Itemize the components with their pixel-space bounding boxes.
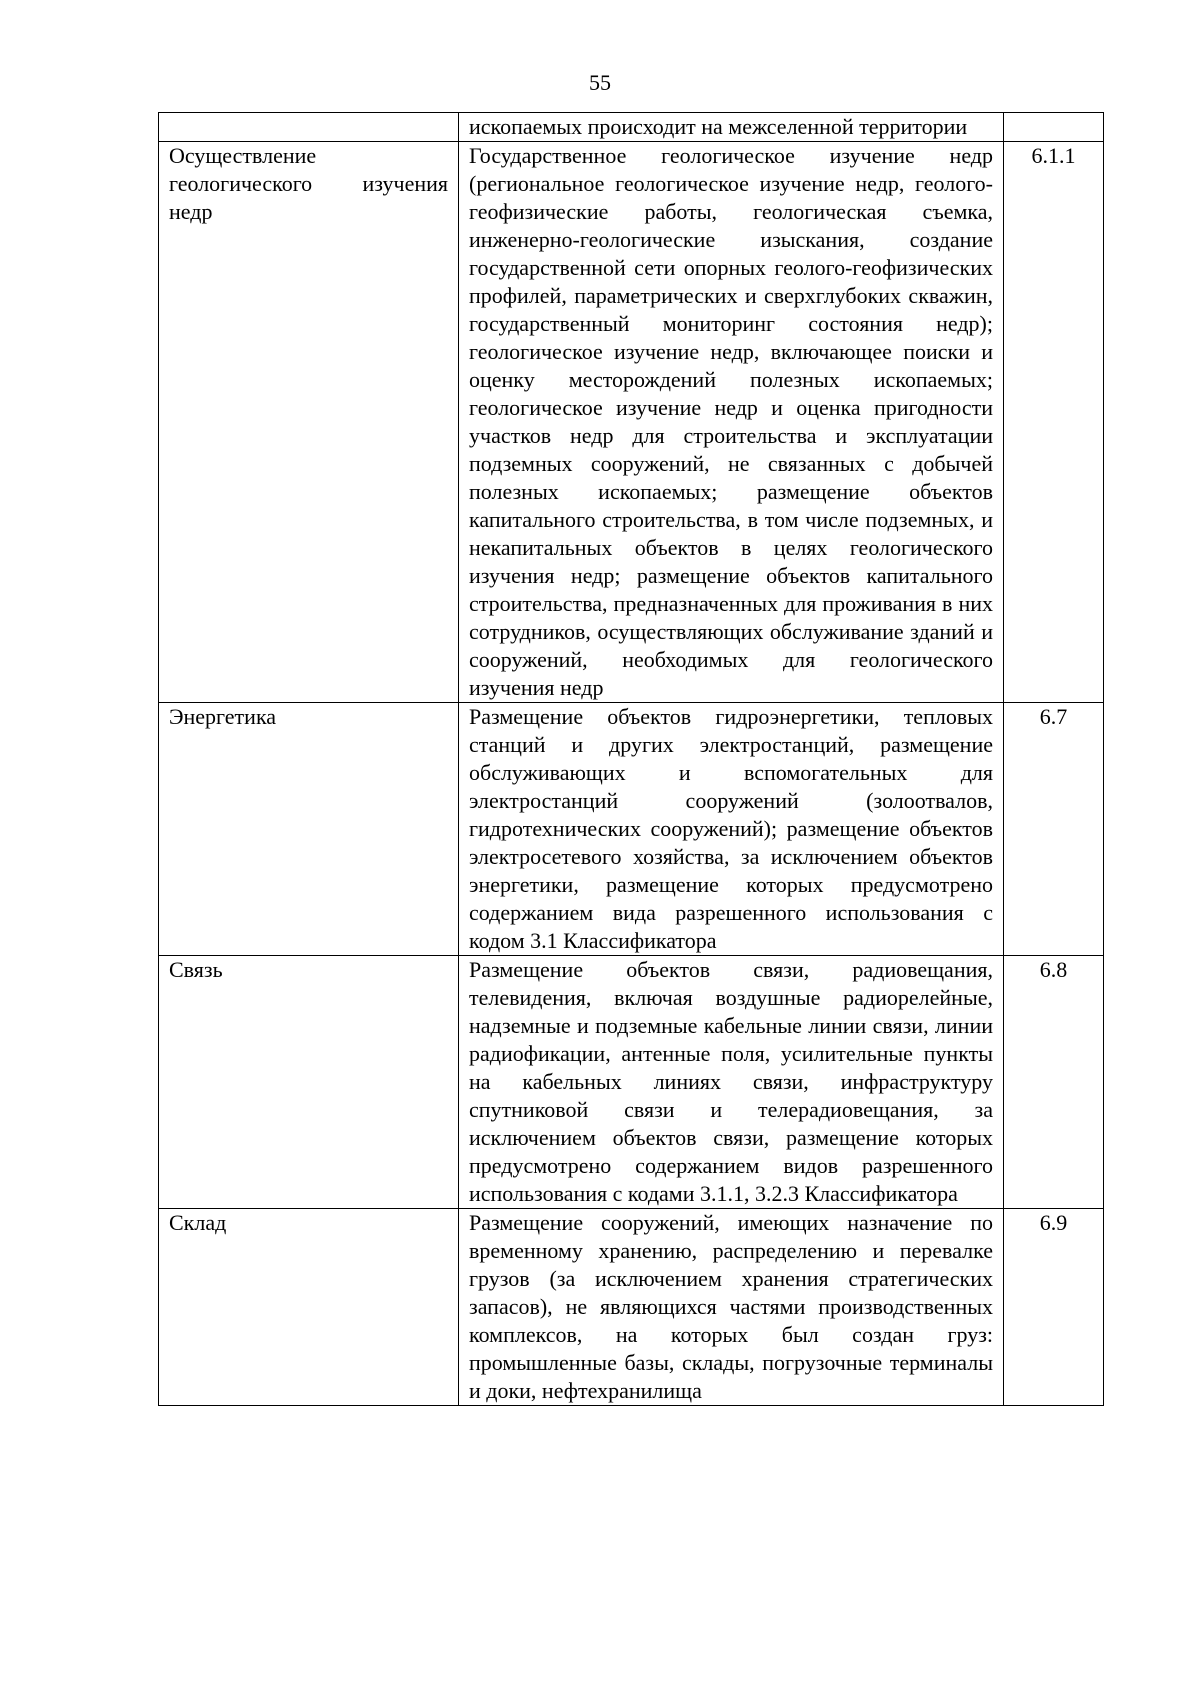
use-name-cell: Склад [159,1209,459,1406]
table-row [159,113,1104,142]
use-name-cell [159,113,459,142]
use-code-cell: 6.7 [1004,703,1104,956]
use-code-cell: 6.9 [1004,1209,1104,1406]
table-row [159,956,1104,1209]
use-name-cell: Связь [159,956,459,1209]
use-description-cell: Государственное геологическое изучение недр (региональное геологическое изучение недр, геолого-геофизические работы, геологическая съемка, инженерно-геологические изыскания, создание государственной сети опорных геолого-геофизических профилей, параметрических и сверхглубоких скважин, государственный мониторинг состояния недр); геологическое изучение недр, включающее поиски и оценку месторождений полезных ископаемых; геологическое изучение недр и оценка пригодности участков недр для строительства и эксплуатации подземных сооружений, не связанных с добычей полезных ископаемых; размещение объектов капитального строительства, в том числе подземных, и некапитальных объектов в целях геологического изучения недр; размещение объектов капитального строительства, предназначенных для проживания в них сотрудников, осуществляющих обслуживание зданий и сооружений, необходимых для геологического изучения недр [459,142,1004,703]
use-description-cell: ископаемых происходит на межселенной территории [459,113,1004,142]
table-row [159,1209,1104,1406]
use-description-cell: Размещение объектов связи, радиовещания, телевидения, включая воздушные радиорелейные, надземные и подземные кабельные линии связи, линии радиофикации, антенные поля, усилительные пункты на кабельных линиях связи, инфраструктуру спутниковой связи и телерадиовещания, за исключением объектов связи, размещение которых предусмотрено содержанием видов разрешенного использования с кодами 3.1.1, 3.2.3 Классификатора [459,956,1004,1209]
table-row [159,142,1104,703]
use-description-cell: Размещение сооружений, имеющих назначение по временному хранению, распределению и перевалке грузов (за исключением хранения стратегических запасов), не являющихся частями производственных комплексов, на которых был создан груз: промышленные базы, склады, погрузочные терминалы и доки, нефтехранилища [459,1209,1004,1406]
use-code-cell: 6.8 [1004,956,1104,1209]
land-use-table [158,112,1104,1406]
table-row [159,703,1104,956]
use-code-cell: 6.1.1 [1004,142,1104,703]
page-number: 55 [589,70,611,95]
use-code-cell [1004,113,1104,142]
use-name-cell: Энергетика [159,703,459,956]
use-description-cell: Размещение объектов гидроэнергетики, тепловых станций и других электростанций, размещение обслуживающих и вспомогательных для электростанций сооружений (золоотвалов, гидротехнических сооружений); размещение объектов электросетевого хозяйства, за исключением объектов энергетики, размещение которых предусмотрено содержанием вида разрешенного использования с кодом 3.1 Классификатора [459,703,1004,956]
use-name-cell: Осуществление геологического изучения недр [159,142,459,703]
